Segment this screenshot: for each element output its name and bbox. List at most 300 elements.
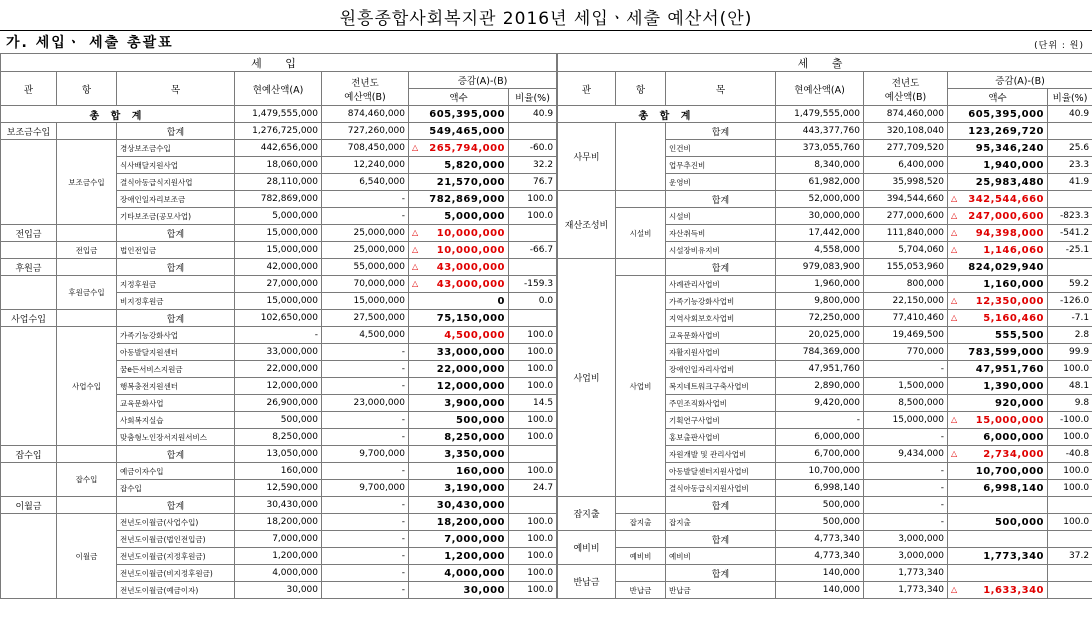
diff-amount-cell[interactable]: 75,150,000 bbox=[409, 310, 509, 327]
current-amount-cell[interactable]: 1,479,555,000 bbox=[235, 106, 322, 123]
ratio-cell[interactable] bbox=[509, 497, 557, 514]
diff-amount-cell[interactable]: 783,599,000 bbox=[948, 344, 1048, 361]
ratio-cell[interactable]: 48.1 bbox=[1048, 378, 1092, 395]
hang-cell[interactable]: 전입금 bbox=[57, 242, 117, 259]
ratio-cell[interactable] bbox=[1048, 259, 1092, 276]
mok-cell[interactable]: 법인전입금 bbox=[117, 242, 235, 259]
hang-cell[interactable]: 잡수입 bbox=[57, 463, 117, 497]
ratio-cell[interactable]: 100.0 bbox=[1048, 429, 1092, 446]
mok-cell[interactable]: 사회복지실습 bbox=[117, 412, 235, 429]
gwan-cell[interactable] bbox=[1, 327, 57, 446]
current-amount-cell[interactable]: 4,000,000 bbox=[235, 565, 322, 582]
ratio-cell[interactable]: 23.3 bbox=[1048, 157, 1092, 174]
mok-cell[interactable]: 가족기능강화사업비 bbox=[666, 293, 776, 310]
prev-amount-cell[interactable]: 9,700,000 bbox=[322, 480, 409, 497]
current-amount-cell[interactable]: 1,960,000 bbox=[776, 276, 864, 293]
mok-cell[interactable]: 예비비 bbox=[666, 548, 776, 565]
mok-cell[interactable]: 잡수입 bbox=[117, 480, 235, 497]
diff-amount-cell[interactable] bbox=[948, 497, 1048, 514]
current-amount-cell[interactable]: 12,000,000 bbox=[235, 378, 322, 395]
current-amount-cell[interactable]: 443,377,760 bbox=[776, 123, 864, 140]
prev-amount-cell[interactable]: 770,000 bbox=[864, 344, 948, 361]
gwan-cell[interactable]: 전입금 bbox=[1, 225, 57, 242]
current-amount-cell[interactable]: 140,000 bbox=[776, 565, 864, 582]
mok-cell[interactable]: 장애인일자리사업비 bbox=[666, 361, 776, 378]
current-amount-cell[interactable]: 28,110,000 bbox=[235, 174, 322, 191]
prev-amount-cell[interactable]: 874,460,000 bbox=[322, 106, 409, 123]
mok-cell[interactable]: 전년도이월금(지정후원금) bbox=[117, 548, 235, 565]
diff-amount-cell[interactable] bbox=[948, 565, 1048, 582]
diff-amount-cell[interactable]: 33,000,000 bbox=[409, 344, 509, 361]
prev-amount-cell[interactable]: 15,000,000 bbox=[322, 293, 409, 310]
current-amount-cell[interactable]: 72,250,000 bbox=[776, 310, 864, 327]
diff-amount-cell[interactable]: 0 bbox=[409, 293, 509, 310]
ratio-cell[interactable]: -159.3 bbox=[509, 276, 557, 293]
diff-amount-cell[interactable]: 12,000,000 bbox=[409, 378, 509, 395]
current-amount-cell[interactable]: 500,000 bbox=[235, 412, 322, 429]
current-amount-cell[interactable]: 373,055,760 bbox=[776, 140, 864, 157]
current-amount-cell[interactable]: 4,773,340 bbox=[776, 548, 864, 565]
ratio-cell[interactable] bbox=[509, 310, 557, 327]
hang-cell[interactable]: 보조금수입 bbox=[57, 140, 117, 225]
current-amount-cell[interactable]: 26,900,000 bbox=[235, 395, 322, 412]
mok-cell[interactable]: 자산취득비 bbox=[666, 225, 776, 242]
mok-cell[interactable]: 업무추진비 bbox=[666, 157, 776, 174]
gwan-cell[interactable]: 이월금 bbox=[1, 497, 57, 514]
ratio-cell[interactable]: 14.5 bbox=[509, 395, 557, 412]
prev-amount-cell[interactable]: - bbox=[864, 463, 948, 480]
diff-amount-cell[interactable]: 30,430,000 bbox=[409, 497, 509, 514]
ratio-cell[interactable]: 25.6 bbox=[1048, 140, 1092, 157]
gwan-cell[interactable]: 반납금 bbox=[558, 565, 616, 599]
ratio-cell[interactable]: 100.0 bbox=[509, 378, 557, 395]
diff-amount-cell[interactable] bbox=[948, 446, 1048, 463]
ratio-cell[interactable] bbox=[1048, 565, 1092, 582]
prev-amount-cell[interactable]: 55,000,000 bbox=[322, 259, 409, 276]
diff-amount-cell[interactable] bbox=[948, 208, 1048, 225]
diff-amount-cell[interactable]: 7,000,000 bbox=[409, 531, 509, 548]
subtotal-label[interactable]: 합계 bbox=[117, 123, 235, 140]
prev-amount-cell[interactable]: - bbox=[322, 582, 409, 599]
ratio-cell[interactable]: 32.2 bbox=[509, 157, 557, 174]
prev-amount-cell[interactable]: 25,000,000 bbox=[322, 242, 409, 259]
diff-amount-cell[interactable]: 6,000,000 bbox=[948, 429, 1048, 446]
subtotal-label[interactable]: 합계 bbox=[666, 259, 776, 276]
current-amount-cell[interactable]: 22,000,000 bbox=[235, 361, 322, 378]
prev-amount-cell[interactable]: 394,544,660 bbox=[864, 191, 948, 208]
current-amount-cell[interactable]: 47,951,760 bbox=[776, 361, 864, 378]
prev-amount-cell[interactable]: 70,000,000 bbox=[322, 276, 409, 293]
ratio-cell[interactable]: -7.1 bbox=[1048, 310, 1092, 327]
ratio-cell[interactable]: -60.0 bbox=[509, 140, 557, 157]
prev-amount-cell[interactable]: 35,998,520 bbox=[864, 174, 948, 191]
hang-cell[interactable] bbox=[616, 565, 666, 582]
diff-amount-cell[interactable]: 605,395,000 bbox=[409, 106, 509, 123]
prev-amount-cell[interactable]: - bbox=[864, 480, 948, 497]
ratio-cell[interactable]: 100.0 bbox=[509, 531, 557, 548]
prev-amount-cell[interactable]: - bbox=[322, 361, 409, 378]
current-amount-cell[interactable]: 20,025,000 bbox=[776, 327, 864, 344]
hang-cell[interactable]: 예비비 bbox=[616, 548, 666, 565]
diff-amount-cell[interactable] bbox=[948, 293, 1048, 310]
current-amount-cell[interactable]: 7,000,000 bbox=[235, 531, 322, 548]
diff-amount-cell[interactable]: 3,900,000 bbox=[409, 395, 509, 412]
diff-amount-cell[interactable]: 782,869,000 bbox=[409, 191, 509, 208]
diff-amount-cell[interactable]: 4,000,000 bbox=[409, 565, 509, 582]
diff-amount-cell[interactable]: 95,346,240 bbox=[948, 140, 1048, 157]
mok-cell[interactable]: 아동발달센터지원사업비 bbox=[666, 463, 776, 480]
current-amount-cell[interactable]: 18,060,000 bbox=[235, 157, 322, 174]
mok-cell[interactable]: 전년도이월금(비지정후원금) bbox=[117, 565, 235, 582]
mok-cell[interactable]: 지역사회보호사업비 bbox=[666, 310, 776, 327]
mok-cell[interactable]: 결식아동급식지원사업 bbox=[117, 174, 235, 191]
gwan-cell[interactable]: 사업비 bbox=[558, 259, 616, 497]
ratio-cell[interactable]: -823.3 bbox=[1048, 208, 1092, 225]
mok-cell[interactable]: 교육문화사업 bbox=[117, 395, 235, 412]
prev-amount-cell[interactable]: - bbox=[322, 191, 409, 208]
diff-amount-cell[interactable]: 605,395,000 bbox=[948, 106, 1048, 123]
mok-cell[interactable]: 주민조직화사업비 bbox=[666, 395, 776, 412]
mok-cell[interactable]: 전년도이월금(사업수입) bbox=[117, 514, 235, 531]
prev-amount-cell[interactable]: 22,150,000 bbox=[864, 293, 948, 310]
ratio-cell[interactable]: 9.8 bbox=[1048, 395, 1092, 412]
ratio-cell[interactable]: 2.8 bbox=[1048, 327, 1092, 344]
gwan-cell[interactable]: 잡수입 bbox=[1, 446, 57, 463]
diff-amount-cell[interactable]: 5,000,000 bbox=[409, 208, 509, 225]
diff-amount-cell[interactable] bbox=[409, 140, 509, 157]
mok-cell[interactable]: 시설장비유지비 bbox=[666, 242, 776, 259]
gwan-cell[interactable] bbox=[1, 463, 57, 497]
prev-amount-cell[interactable]: 6,540,000 bbox=[322, 174, 409, 191]
subtotal-label[interactable]: 합계 bbox=[117, 446, 235, 463]
subtotal-label[interactable]: 합계 bbox=[666, 191, 776, 208]
current-amount-cell[interactable]: 442,656,000 bbox=[235, 140, 322, 157]
ratio-cell[interactable]: 40.9 bbox=[509, 106, 557, 123]
grand-total-label[interactable]: 총 합 계 bbox=[558, 106, 776, 123]
current-amount-cell[interactable]: 52,000,000 bbox=[776, 191, 864, 208]
diff-amount-cell[interactable]: 21,570,000 bbox=[409, 174, 509, 191]
current-amount-cell[interactable]: 102,650,000 bbox=[235, 310, 322, 327]
prev-amount-cell[interactable]: - bbox=[322, 208, 409, 225]
current-amount-cell[interactable]: 784,369,000 bbox=[776, 344, 864, 361]
current-amount-cell[interactable]: 5,000,000 bbox=[235, 208, 322, 225]
diff-amount-cell[interactable]: 123,269,720 bbox=[948, 123, 1048, 140]
mok-cell[interactable]: 자활지원사업비 bbox=[666, 344, 776, 361]
hang-cell[interactable] bbox=[57, 123, 117, 140]
prev-amount-cell[interactable]: - bbox=[322, 565, 409, 582]
prev-amount-cell[interactable]: - bbox=[322, 412, 409, 429]
diff-amount-cell[interactable]: 3,350,000 bbox=[409, 446, 509, 463]
ratio-cell[interactable]: -126.0 bbox=[1048, 293, 1092, 310]
hang-cell[interactable]: 시설비 bbox=[616, 208, 666, 259]
prev-amount-cell[interactable]: 727,260,000 bbox=[322, 123, 409, 140]
diff-amount-cell[interactable]: 1,773,340 bbox=[948, 548, 1048, 565]
diff-amount-cell[interactable]: 8,250,000 bbox=[409, 429, 509, 446]
ratio-cell[interactable]: 100.0 bbox=[1048, 514, 1092, 531]
mok-cell[interactable]: 전년도이월금(법인전입금) bbox=[117, 531, 235, 548]
current-amount-cell[interactable]: 61,982,000 bbox=[776, 174, 864, 191]
subtotal-label[interactable]: 합계 bbox=[117, 497, 235, 514]
diff-amount-cell[interactable]: 1,390,000 bbox=[948, 378, 1048, 395]
current-amount-cell[interactable]: 27,000,000 bbox=[235, 276, 322, 293]
prev-amount-cell[interactable]: 15,000,000 bbox=[864, 412, 948, 429]
mok-cell[interactable]: 가족기능강화사업 bbox=[117, 327, 235, 344]
diff-amount-cell[interactable]: 22,000,000 bbox=[409, 361, 509, 378]
subtotal-label[interactable]: 합계 bbox=[666, 123, 776, 140]
diff-amount-cell[interactable]: 500,000 bbox=[948, 514, 1048, 531]
mok-cell[interactable]: 자원개발 및 관리사업비 bbox=[666, 446, 776, 463]
diff-amount-cell[interactable]: 25,983,480 bbox=[948, 174, 1048, 191]
current-amount-cell[interactable]: 6,700,000 bbox=[776, 446, 864, 463]
ratio-cell[interactable]: 40.9 bbox=[1048, 106, 1092, 123]
mok-cell[interactable]: 비지정후원금 bbox=[117, 293, 235, 310]
prev-amount-cell[interactable]: 277,000,600 bbox=[864, 208, 948, 225]
gwan-cell[interactable]: 잡지출 bbox=[558, 497, 616, 531]
prev-amount-cell[interactable]: - bbox=[322, 497, 409, 514]
prev-amount-cell[interactable]: 1,500,000 bbox=[864, 378, 948, 395]
diff-amount-cell[interactable] bbox=[948, 242, 1048, 259]
current-amount-cell[interactable]: 30,000 bbox=[235, 582, 322, 599]
diff-amount-cell[interactable]: 549,465,000 bbox=[409, 123, 509, 140]
current-amount-cell[interactable]: 13,050,000 bbox=[235, 446, 322, 463]
current-amount-cell[interactable]: - bbox=[235, 327, 322, 344]
current-amount-cell[interactable]: 160,000 bbox=[235, 463, 322, 480]
prev-amount-cell[interactable]: 77,410,460 bbox=[864, 310, 948, 327]
mok-cell[interactable]: 운영비 bbox=[666, 174, 776, 191]
diff-amount-cell[interactable]: 18,200,000 bbox=[409, 514, 509, 531]
ratio-cell[interactable] bbox=[509, 259, 557, 276]
prev-amount-cell[interactable]: 874,460,000 bbox=[864, 106, 948, 123]
current-amount-cell[interactable]: 9,800,000 bbox=[776, 293, 864, 310]
hang-cell[interactable] bbox=[616, 123, 666, 191]
diff-amount-cell[interactable]: 4,500,000 bbox=[409, 327, 509, 344]
hang-cell[interactable] bbox=[616, 531, 666, 548]
diff-amount-cell[interactable] bbox=[948, 225, 1048, 242]
mok-cell[interactable]: 홍보출판사업비 bbox=[666, 429, 776, 446]
ratio-cell[interactable] bbox=[1048, 191, 1092, 208]
current-amount-cell[interactable]: 500,000 bbox=[776, 497, 864, 514]
ratio-cell[interactable]: 24.7 bbox=[509, 480, 557, 497]
hang-cell[interactable]: 반납금 bbox=[616, 582, 666, 599]
prev-amount-cell[interactable]: - bbox=[322, 429, 409, 446]
diff-amount-cell[interactable] bbox=[948, 412, 1048, 429]
prev-amount-cell[interactable]: 277,709,520 bbox=[864, 140, 948, 157]
hang-cell[interactable] bbox=[616, 259, 666, 276]
prev-amount-cell[interactable]: - bbox=[864, 361, 948, 378]
prev-amount-cell[interactable]: 9,700,000 bbox=[322, 446, 409, 463]
hang-cell[interactable]: 후원금수입 bbox=[57, 276, 117, 310]
subtotal-label[interactable]: 합계 bbox=[117, 259, 235, 276]
mok-cell[interactable]: 아동발달지원센터 bbox=[117, 344, 235, 361]
current-amount-cell[interactable]: 18,200,000 bbox=[235, 514, 322, 531]
ratio-cell[interactable]: 76.7 bbox=[509, 174, 557, 191]
mok-cell[interactable]: 인건비 bbox=[666, 140, 776, 157]
ratio-cell[interactable] bbox=[1048, 582, 1092, 599]
current-amount-cell[interactable]: 140,000 bbox=[776, 582, 864, 599]
mok-cell[interactable]: 기타보조금(공모사업) bbox=[117, 208, 235, 225]
diff-amount-cell[interactable]: 1,940,000 bbox=[948, 157, 1048, 174]
mok-cell[interactable]: 맞춤형노인장서지원서비스 bbox=[117, 429, 235, 446]
ratio-cell[interactable]: 100.0 bbox=[509, 412, 557, 429]
gwan-cell[interactable] bbox=[1, 514, 57, 599]
current-amount-cell[interactable]: 4,773,340 bbox=[776, 531, 864, 548]
subtotal-label[interactable]: 합계 bbox=[666, 531, 776, 548]
prev-amount-cell[interactable]: - bbox=[322, 344, 409, 361]
current-amount-cell[interactable]: 15,000,000 bbox=[235, 225, 322, 242]
mok-cell[interactable]: 장애인일자리보조금 bbox=[117, 191, 235, 208]
ratio-cell[interactable]: 59.2 bbox=[1048, 276, 1092, 293]
mok-cell[interactable]: 경상보조금수입 bbox=[117, 140, 235, 157]
hang-cell[interactable] bbox=[616, 497, 666, 514]
current-amount-cell[interactable]: 42,000,000 bbox=[235, 259, 322, 276]
prev-amount-cell[interactable]: 3,000,000 bbox=[864, 548, 948, 565]
ratio-cell[interactable]: 100.0 bbox=[509, 514, 557, 531]
prev-amount-cell[interactable]: - bbox=[322, 378, 409, 395]
ratio-cell[interactable]: 100.0 bbox=[509, 548, 557, 565]
hang-cell[interactable]: 잡지출 bbox=[616, 514, 666, 531]
ratio-cell[interactable]: 100.0 bbox=[509, 565, 557, 582]
prev-amount-cell[interactable]: 1,773,340 bbox=[864, 565, 948, 582]
ratio-cell[interactable]: 100.0 bbox=[509, 327, 557, 344]
prev-amount-cell[interactable]: 1,773,340 bbox=[864, 582, 948, 599]
prev-amount-cell[interactable]: 3,000,000 bbox=[864, 531, 948, 548]
mok-cell[interactable]: 전년도이월금(예금이자) bbox=[117, 582, 235, 599]
gwan-cell[interactable] bbox=[1, 276, 57, 310]
hang-cell[interactable]: 이월금 bbox=[57, 514, 117, 599]
ratio-cell[interactable]: 100.0 bbox=[509, 361, 557, 378]
prev-amount-cell[interactable]: - bbox=[322, 514, 409, 531]
current-amount-cell[interactable]: 6,998,140 bbox=[776, 480, 864, 497]
mok-cell[interactable]: 교육문화사업비 bbox=[666, 327, 776, 344]
diff-amount-cell[interactable]: 920,000 bbox=[948, 395, 1048, 412]
prev-amount-cell[interactable]: 320,108,040 bbox=[864, 123, 948, 140]
diff-amount-cell[interactable]: 10,700,000 bbox=[948, 463, 1048, 480]
gwan-cell[interactable]: 후원금 bbox=[1, 259, 57, 276]
ratio-cell[interactable] bbox=[1048, 531, 1092, 548]
current-amount-cell[interactable]: 6,000,000 bbox=[776, 429, 864, 446]
current-amount-cell[interactable]: 9,420,000 bbox=[776, 395, 864, 412]
hang-cell[interactable] bbox=[616, 191, 666, 208]
prev-amount-cell[interactable]: - bbox=[864, 514, 948, 531]
hang-cell[interactable]: 사업비 bbox=[616, 276, 666, 497]
subtotal-label[interactable]: 합계 bbox=[117, 225, 235, 242]
hang-cell[interactable] bbox=[57, 497, 117, 514]
ratio-cell[interactable]: 100.0 bbox=[509, 463, 557, 480]
current-amount-cell[interactable]: 8,340,000 bbox=[776, 157, 864, 174]
diff-amount-cell[interactable] bbox=[948, 191, 1048, 208]
current-amount-cell[interactable]: 8,250,000 bbox=[235, 429, 322, 446]
ratio-cell[interactable]: 99.9 bbox=[1048, 344, 1092, 361]
mok-cell[interactable]: 기획연구사업비 bbox=[666, 412, 776, 429]
gwan-cell[interactable]: 사업수입 bbox=[1, 310, 57, 327]
current-amount-cell[interactable]: 30,430,000 bbox=[235, 497, 322, 514]
prev-amount-cell[interactable]: 155,053,960 bbox=[864, 259, 948, 276]
ratio-cell[interactable]: 37.2 bbox=[1048, 548, 1092, 565]
mok-cell[interactable]: 꿈e든서비스지원금 bbox=[117, 361, 235, 378]
ratio-cell[interactable]: -25.1 bbox=[1048, 242, 1092, 259]
diff-amount-cell[interactable] bbox=[409, 242, 509, 259]
ratio-cell[interactable]: 0.0 bbox=[509, 293, 557, 310]
gwan-cell[interactable]: 사무비 bbox=[558, 123, 616, 191]
ratio-cell[interactable]: -66.7 bbox=[509, 242, 557, 259]
current-amount-cell[interactable]: 15,000,000 bbox=[235, 242, 322, 259]
ratio-cell[interactable]: -100.0 bbox=[1048, 412, 1092, 429]
mok-cell[interactable]: 복지네트워크구축사업비 bbox=[666, 378, 776, 395]
subtotal-label[interactable]: 합계 bbox=[666, 497, 776, 514]
diff-amount-cell[interactable]: 47,951,760 bbox=[948, 361, 1048, 378]
gwan-cell[interactable]: 예비비 bbox=[558, 531, 616, 565]
diff-amount-cell[interactable]: 30,000 bbox=[409, 582, 509, 599]
ratio-cell[interactable] bbox=[509, 225, 557, 242]
diff-amount-cell[interactable] bbox=[948, 531, 1048, 548]
diff-amount-cell[interactable]: 1,200,000 bbox=[409, 548, 509, 565]
diff-amount-cell[interactable]: 824,029,940 bbox=[948, 259, 1048, 276]
hang-cell[interactable] bbox=[57, 446, 117, 463]
ratio-cell[interactable]: 100.0 bbox=[509, 191, 557, 208]
ratio-cell[interactable]: 100.0 bbox=[509, 344, 557, 361]
ratio-cell[interactable] bbox=[1048, 497, 1092, 514]
ratio-cell[interactable]: 100.0 bbox=[1048, 361, 1092, 378]
grand-total-label[interactable]: 총 합 계 bbox=[1, 106, 235, 123]
ratio-cell[interactable]: -541.2 bbox=[1048, 225, 1092, 242]
mok-cell[interactable]: 식사배달지원사업 bbox=[117, 157, 235, 174]
prev-amount-cell[interactable]: 111,840,000 bbox=[864, 225, 948, 242]
ratio-cell[interactable]: 41.9 bbox=[1048, 174, 1092, 191]
prev-amount-cell[interactable]: 12,240,000 bbox=[322, 157, 409, 174]
current-amount-cell[interactable]: 12,590,000 bbox=[235, 480, 322, 497]
ratio-cell[interactable] bbox=[509, 446, 557, 463]
current-amount-cell[interactable]: 782,869,000 bbox=[235, 191, 322, 208]
diff-amount-cell[interactable]: 160,000 bbox=[409, 463, 509, 480]
diff-amount-cell[interactable] bbox=[409, 225, 509, 242]
ratio-cell[interactable]: -40.8 bbox=[1048, 446, 1092, 463]
ratio-cell[interactable]: 100.0 bbox=[1048, 463, 1092, 480]
subtotal-label[interactable]: 합계 bbox=[666, 565, 776, 582]
current-amount-cell[interactable]: 10,700,000 bbox=[776, 463, 864, 480]
current-amount-cell[interactable]: 4,558,000 bbox=[776, 242, 864, 259]
diff-amount-cell[interactable]: 5,820,000 bbox=[409, 157, 509, 174]
diff-amount-cell[interactable] bbox=[409, 276, 509, 293]
prev-amount-cell[interactable]: 6,400,000 bbox=[864, 157, 948, 174]
mok-cell[interactable]: 결식아동급식지원사업비 bbox=[666, 480, 776, 497]
hang-cell[interactable] bbox=[57, 225, 117, 242]
current-amount-cell[interactable]: 500,000 bbox=[776, 514, 864, 531]
mok-cell[interactable]: 잡지출 bbox=[666, 514, 776, 531]
mok-cell[interactable]: 예금이자수입 bbox=[117, 463, 235, 480]
prev-amount-cell[interactable]: - bbox=[864, 497, 948, 514]
ratio-cell[interactable]: 100.0 bbox=[509, 582, 557, 599]
gwan-cell[interactable] bbox=[1, 242, 57, 259]
prev-amount-cell[interactable]: 23,000,000 bbox=[322, 395, 409, 412]
current-amount-cell[interactable]: 2,890,000 bbox=[776, 378, 864, 395]
prev-amount-cell[interactable]: - bbox=[864, 429, 948, 446]
current-amount-cell[interactable]: 17,442,000 bbox=[776, 225, 864, 242]
current-amount-cell[interactable]: 1,276,725,000 bbox=[235, 123, 322, 140]
diff-amount-cell[interactable] bbox=[948, 310, 1048, 327]
prev-amount-cell[interactable]: - bbox=[322, 548, 409, 565]
prev-amount-cell[interactable]: 19,469,500 bbox=[864, 327, 948, 344]
gwan-cell[interactable] bbox=[1, 140, 57, 225]
prev-amount-cell[interactable]: 800,000 bbox=[864, 276, 948, 293]
prev-amount-cell[interactable]: 9,434,000 bbox=[864, 446, 948, 463]
diff-amount-cell[interactable] bbox=[409, 259, 509, 276]
diff-amount-cell[interactable]: 1,160,000 bbox=[948, 276, 1048, 293]
mok-cell[interactable]: 반납금 bbox=[666, 582, 776, 599]
current-amount-cell[interactable]: 30,000,000 bbox=[776, 208, 864, 225]
ratio-cell[interactable] bbox=[1048, 123, 1092, 140]
prev-amount-cell[interactable]: 8,500,000 bbox=[864, 395, 948, 412]
prev-amount-cell[interactable]: - bbox=[322, 531, 409, 548]
